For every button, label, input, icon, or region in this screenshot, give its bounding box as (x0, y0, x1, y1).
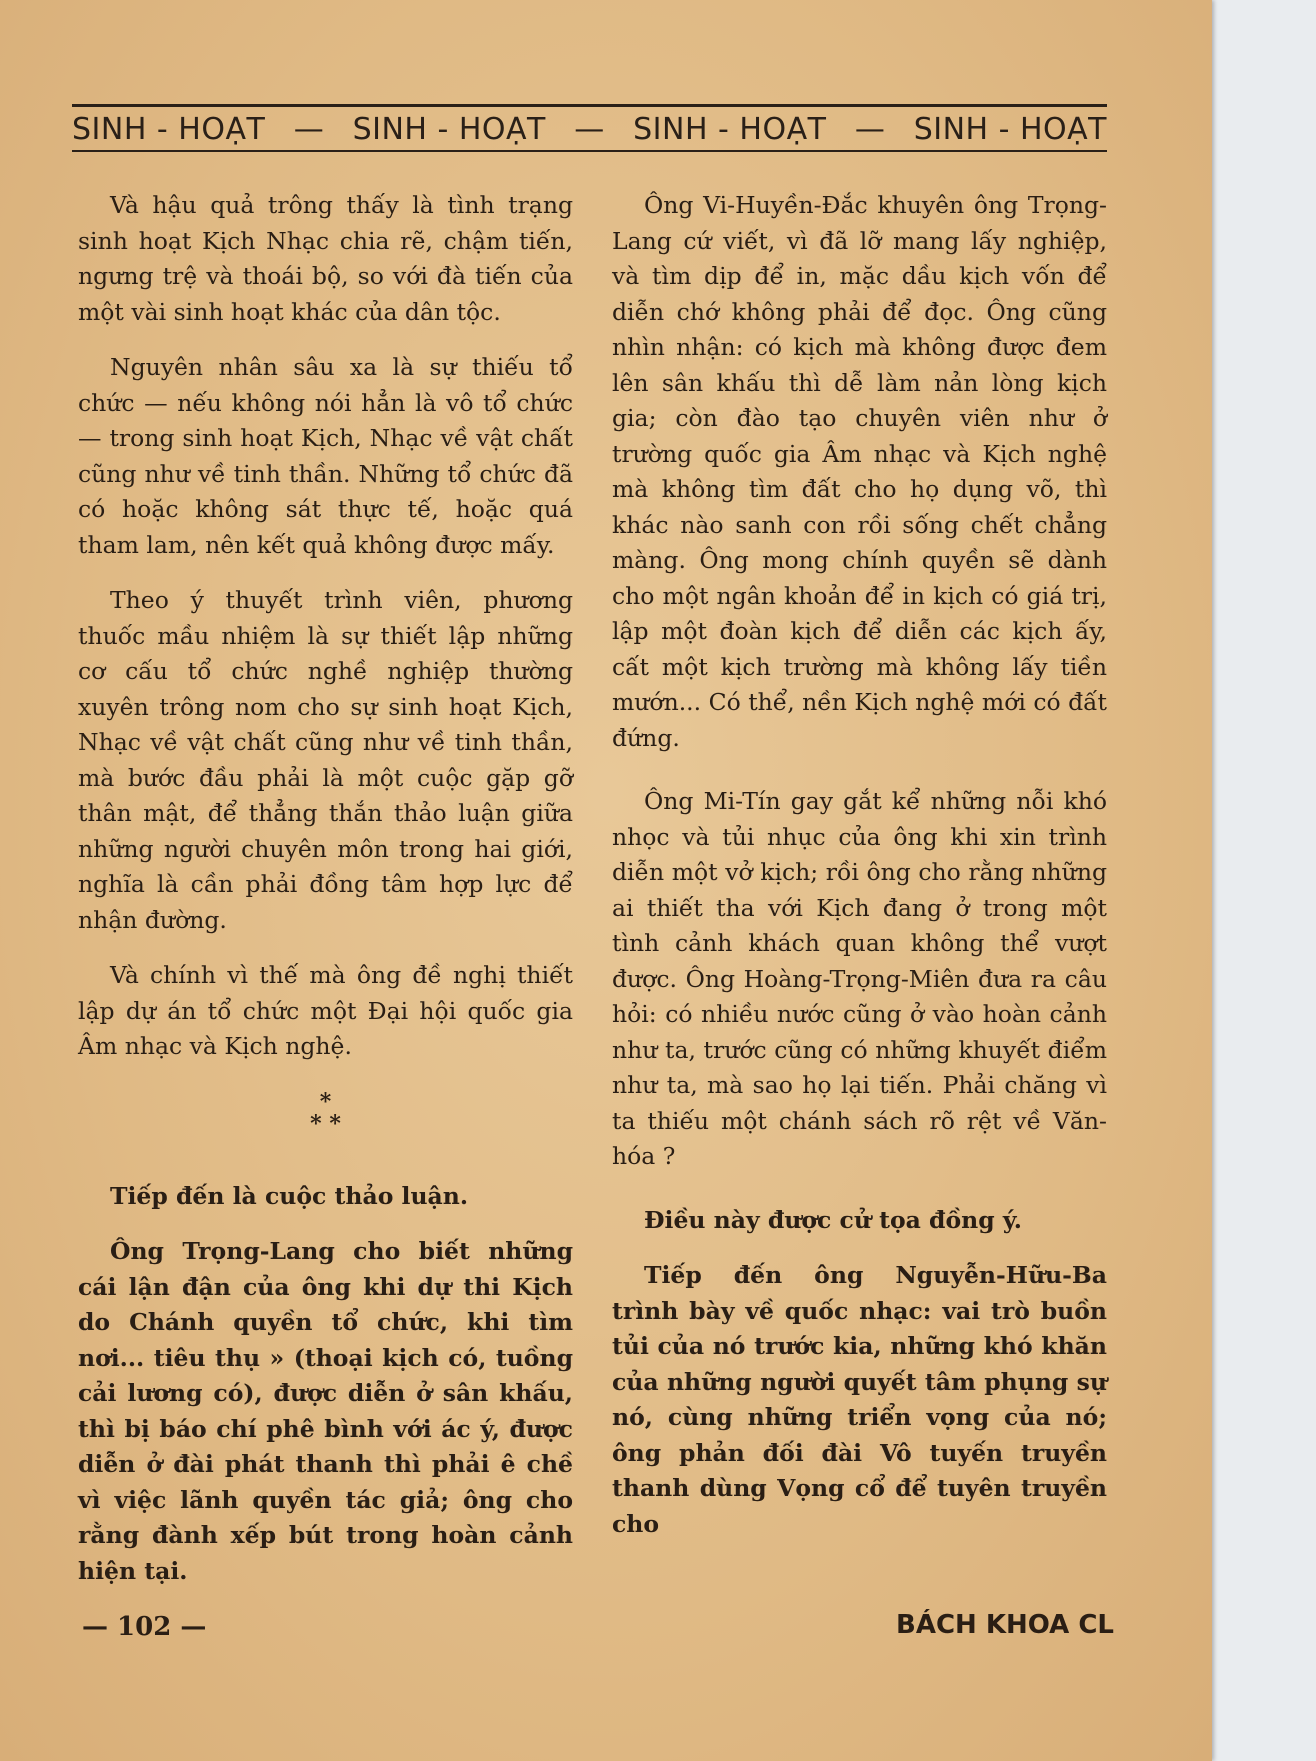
header-item: SINH - HOẠT (72, 111, 266, 147)
header-item: SINH - HOẠT (913, 111, 1107, 147)
right-column (612, 188, 1107, 1562)
paragraph: Ông Vi-Huyền-Đắc khuyên ông Trọng-Lang cứ viết, vì đã lỡ mang lấy nghiệp, và tìm dịp để in, mặc dầu kịch vốn để diễn chớ không phải để đọc. Ông cũng nhìn nhận: có kịch mà không được đem lên sân khấu thì dễ làm nản lòng kịch gia; còn đào tạo chuyên viên như ở trường quốc gia Âm nhạc và Kịch nghệ mà không tìm đất cho họ dụng võ, thì khác nào sanh con rồi sống chết chẳng màng. Ông mong chính quyền sẽ dành cho một ngân khoản để in kịch có giá trị, lập một đoàn kịch để diễn các kịch ấy, cất một kịch trường mà không lấy tiền mướn... Có thể, nền Kịch nghệ mới có đất đứng. (612, 191, 1107, 752)
left-column (78, 188, 573, 1609)
header-separator: — (293, 111, 325, 147)
paragraph: Nguyên nhân sâu xa là sự thiếu tổ chức — nếu không nói hẳn là vô tổ chức — trong sinh hoạt Kịch, Nhạc về vật chất cũng như về tinh thần. Những tổ chức đã có hoặc không sát thực tế, hoặc quá tham lam, nên kết quả không được mấy. (78, 353, 573, 559)
paragraph: Và chính vì thế mà ông đề nghị thiết lập dự án tổ chức một Đại hội quốc gia Âm nhạc và Kịch nghệ. (78, 961, 573, 1060)
page-number: — 102 — (82, 1612, 207, 1642)
section-separator: * * * (310, 1088, 341, 1137)
paragraph: Theo ý thuyết trình viên, phương thuốc mầu nhiệm là sự thiết lập những cơ cấu tổ chức nghề nghiệp thường xuyên trông nom cho sự sinh hoạt Kịch, Nhạc về vật chất cũng như về tinh thần, mà bước đầu phải là một cuộc gặp gỡ thân mật, để thẳng thắn thảo luận giữa những người chuyên môn trong hai giới, nghĩa là cần phải đồng tâm hợp lực để nhận đường. (78, 586, 573, 934)
paragraph: Điều này được cử tọa đồng ý. (644, 1205, 1022, 1234)
header-item: SINH - HOẠT (352, 111, 546, 147)
header-rule-bottom (72, 150, 1107, 152)
paragraph: Tiếp đến ông Nguyễn-Hữu-Ba trình bày về quốc nhạc: vai trò buồn tủi của nó trước kia, những khó khăn của những người quyết tâm phụng sự nó, cùng những triển vọng của nó; ông phản đối đài Vô tuyến truyền thanh dùng Vọng cổ để tuyên truyền cho (612, 1261, 1107, 1538)
header-separator: — (854, 111, 886, 147)
paragraph: Ông Mi-Tín gay gắt kể những nỗi khó nhọc và tủi nhục của ông khi xin trình diễn một vở kịch; rồi ông cho rằng những ai thiết tha với Kịch đang ở trong một tình cảnh khách quan không thể vượt được. Ông Hoàng-Trọng-Miên đưa ra câu hỏi: có nhiều nước cũng ở vào hoàn cảnh như ta, trước cũng có những khuyết điểm như ta, mà sao họ lại tiến. Phải chăng vì ta thiếu một chánh sách rõ rệt về Văn-hóa ? (612, 787, 1107, 1170)
paragraph: Ông Trọng-Lang cho biết những cái lận đận của ông khi dự thi Kịch do Chánh quyền tổ chức, khi tìm nơi... tiêu thụ » (thoại kịch có, tuồng cải lương có), được diễn ở sân khấu, thì bị báo chí phê bình với ác ý, được diễn ở đài phát thanh thì phải ê chề vì việc lãnh quyền tác giả; ông cho rằng đành xếp bút trong hoàn cảnh hiện tại. (78, 1237, 573, 1585)
paragraph: Và hậu quả trông thấy là tình trạng sinh hoạt Kịch Nhạc chia rẽ, chậm tiến, ngưng trệ và thoái bộ, so với đà tiến của một vài sinh hoạt khác của dân tộc. (78, 191, 573, 326)
header-item: SINH - HOẠT (633, 111, 827, 147)
header-separator: — (574, 111, 605, 147)
magazine-name: BÁCH KHOA CL (896, 1610, 1114, 1640)
paragraph: Tiếp đến là cuộc thảo luận. (110, 1181, 469, 1210)
